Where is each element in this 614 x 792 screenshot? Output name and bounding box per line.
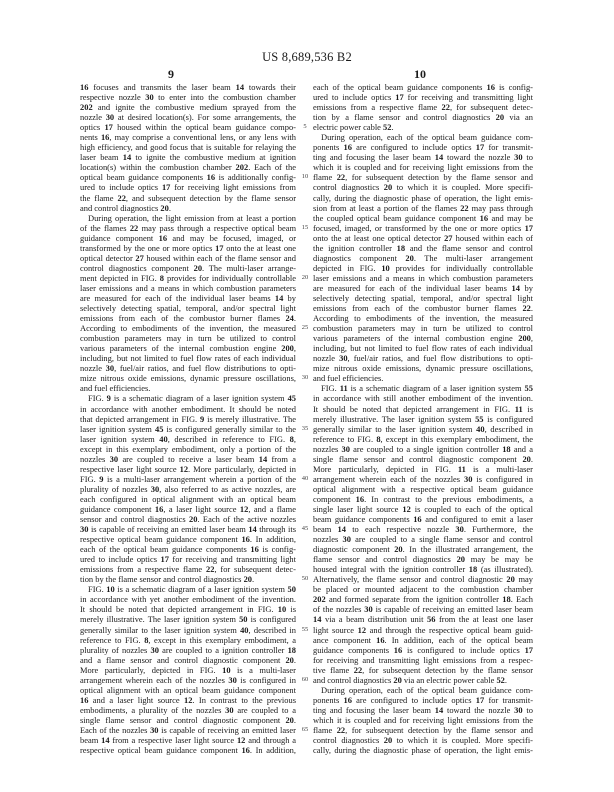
- text-line: 14 via a beam distribution unit 56 from the at least one laser: [313, 614, 534, 625]
- text-line: respective laser light source 12. More particularly, depicted in: [80, 463, 296, 474]
- text-line: ponents 16 are configured to include optics 17 for transmit-: [313, 694, 533, 705]
- text-line: sion from at least a portion of the flames 22 may pass through: [313, 202, 534, 213]
- reference-numeral: 22: [353, 664, 363, 675]
- text-column-left: [80, 82, 296, 755]
- reference-numeral: 30: [80, 524, 89, 535]
- text-line: reference to FIG. 8, except in this exemplary embodiment, the: [313, 433, 533, 444]
- reference-numeral: 50: [239, 614, 248, 625]
- text-line: depicted in FIG. 10 provides for individually controllable: [313, 262, 533, 273]
- text-line: that depicted arrangement in FIG. 9 is merely illustrative. The: [80, 413, 296, 424]
- text-line: FIG. 10 is a schematic diagram of a laser ignition system 50: [88, 584, 296, 595]
- reference-numeral: 20: [243, 574, 252, 585]
- text-line: emissions from a respective flame 22, for subsequent detec-: [313, 102, 533, 113]
- text-line: and control diagnostics 20.: [80, 202, 171, 213]
- text-line: 202 and ignite the combustive medium sprayed from the: [80, 102, 296, 113]
- text-line: control diagnostics 20 to which it is coupled. More specifi-: [313, 182, 533, 193]
- text-line: ponents 16 are configured to include optics 17 for transmit-: [313, 142, 533, 153]
- reference-numeral: 20: [383, 735, 393, 746]
- text-line: beam guidance components 16 and configured to emit a laser: [313, 514, 533, 525]
- reference-numeral: 16: [241, 534, 250, 545]
- reference-numeral: 45: [287, 393, 296, 404]
- paragraph: [80, 82, 296, 213]
- reference-numeral: 8: [376, 433, 381, 444]
- reference-numeral: 16: [241, 745, 250, 756]
- reference-numeral: 8: [289, 433, 294, 444]
- reference-numeral: 52: [383, 122, 392, 133]
- text-line: laser emissions and a means in which combustion parameters: [80, 282, 296, 293]
- reference-numeral: 30: [455, 524, 464, 535]
- text-line: Each of the nozzles 30 is capable of receiving an emitted laser: [80, 725, 296, 735]
- paragraph: [313, 685, 533, 755]
- text-line: emissions from each of the combustor burner flames 22.: [313, 303, 533, 314]
- reference-numeral: 14: [122, 152, 132, 163]
- reference-numeral: 14: [235, 82, 245, 92]
- reference-numeral: 22: [117, 192, 126, 203]
- reference-numeral: 9: [99, 473, 104, 484]
- reference-numeral: 20: [506, 574, 515, 585]
- reference-numeral: 14: [337, 524, 346, 535]
- text-line: which it is coupled and for receiving light emissions from the: [313, 714, 533, 725]
- reference-numeral: 12: [357, 624, 367, 635]
- text-line: and a flame sensor and control diagnostic component 20.: [80, 654, 296, 665]
- text-line: flame sensor and control diagnostics 20 may be may be: [313, 554, 533, 565]
- text-line: 16 and a laser light source 12. In contrast to the previous: [80, 694, 296, 705]
- text-line: emissions from a respective flame 22, for subsequent detec-: [80, 564, 296, 575]
- reference-numeral: 55: [524, 383, 533, 394]
- reference-numeral: 16: [393, 644, 403, 655]
- reference-numeral: 30: [150, 725, 159, 735]
- reference-numeral: 30: [364, 604, 373, 615]
- text-line: electric power cable 52.: [313, 122, 394, 133]
- text-line: tion by a flame sensor and control diagnostics 20 via an: [313, 112, 533, 123]
- text-line: ured to include optics 17 for receiving and transmitting light: [80, 554, 296, 565]
- reference-numeral: 30: [339, 353, 348, 364]
- text-line: respective nozzle 30 to enter into the combustion chamber: [80, 92, 296, 103]
- text-line: and fuel efficiencies.: [80, 383, 151, 394]
- text-line: including, but not limited to fuel flow rates of each individual: [80, 353, 296, 364]
- text-line: transformed by the one or more optics 17 onto the at least one: [80, 242, 296, 253]
- reference-numeral: 30: [342, 534, 351, 545]
- text-line: and fuel efficiencies.: [313, 373, 384, 384]
- reference-numeral: 30: [514, 152, 523, 163]
- text-line: merely illustrative. The laser ignition system 50 is configured: [80, 614, 296, 625]
- text-line: location(s) within the combustion chamber 202. Each of the: [80, 162, 297, 173]
- reference-numeral: 20: [383, 182, 393, 193]
- reference-numeral: 9: [106, 393, 111, 404]
- reference-numeral: 16: [250, 544, 259, 555]
- text-line: 30 is capable of receiving an emitted laser beam 14 through its: [80, 524, 296, 535]
- reference-numeral: 16: [206, 172, 216, 183]
- text-line: the ignition controller 18 and the flame sensor and control: [313, 242, 534, 253]
- reference-numeral: 14: [248, 524, 257, 535]
- reference-numeral: 17: [524, 644, 534, 655]
- reference-numeral: 202: [80, 102, 93, 113]
- text-line: According to embodiments of the invention, the measured: [80, 323, 296, 334]
- text-line: diagnostics component 20. The multi-laser arrangement: [313, 252, 533, 263]
- reference-numeral: 30: [105, 112, 115, 123]
- reference-numeral: 9: [200, 413, 205, 424]
- text-line: tive flame 22, for subsequent detection by the flame sensor: [313, 664, 533, 675]
- text-line: According to embodiments of the invention, the measured: [313, 313, 533, 324]
- text-line: including, but not limited to fuel flow rates of each individual: [313, 343, 533, 354]
- text-line: 16 focuses and transmits the laser beam 14 towards their: [80, 82, 296, 92]
- reference-numeral: 17: [475, 694, 485, 705]
- text-line: ured to include optics 17 for receiving and transmitting light: [313, 92, 533, 103]
- text-line: single flame sensor and control diagnostic component 20.: [313, 453, 533, 464]
- text-line: combustion parameters may in turn be utilized to control: [80, 333, 296, 344]
- text-line: are measured for each of the individual laser beams 14 by: [80, 292, 296, 303]
- reference-numeral: 40: [159, 433, 168, 444]
- line-number-gutter: [299, 82, 311, 755]
- text-line: each of the optical beam guidance components 16 is config-: [80, 544, 296, 555]
- line-number: 5: [303, 123, 307, 131]
- reference-numeral: 18: [287, 644, 296, 655]
- text-line: various parameters of the internal combustion engine 200,: [313, 333, 533, 344]
- reference-numeral: 20: [285, 654, 294, 665]
- reference-numeral: 14: [434, 704, 444, 715]
- reference-numeral: 17: [395, 92, 404, 103]
- line-number: 55: [301, 625, 309, 633]
- reference-numeral: 202: [313, 594, 326, 605]
- text-line: nozzles 30 are coupled to a single ignition controller 18 and a: [313, 443, 533, 454]
- text-line: ting and focusing the laser beam 14 toward the nozzle 30 to: [313, 704, 533, 715]
- text-line: nozzle 30, fuel/air ratios, and fuel flow distributions to opti-: [313, 353, 533, 364]
- text-line: FIG. 11 is a schematic diagram of a laser ignition system 55: [321, 383, 533, 394]
- reference-numeral: 30: [464, 473, 473, 484]
- text-line: single laser light source 12 is coupled to each of the optical: [313, 503, 534, 514]
- reference-numeral: 202: [235, 162, 249, 173]
- text-line: which it is coupled and for receiving light emissions from the: [313, 162, 533, 173]
- text-line: of the flames 22 may pass through a respective optical beam: [80, 222, 297, 233]
- text-line: laser ignition system 45 is configured generally similar to the: [80, 423, 296, 434]
- text-column-right: [313, 82, 533, 755]
- text-line: arrangement wherein each of the nozzles 30 is configured in: [80, 674, 296, 685]
- text-line: It should be noted that depicted arrangement in FIG. 10 is: [80, 604, 296, 615]
- paragraph: [313, 132, 533, 383]
- text-line: for receiving and transmitting light emissions from a respec-: [313, 654, 533, 665]
- text-line: nozzle 30 at desired location(s). For some arrangements, the: [80, 112, 296, 123]
- reference-numeral: 12: [179, 463, 189, 474]
- text-line: selectively detecting spatial, temporal, and/or spectral light: [80, 303, 296, 314]
- reference-numeral: 14: [258, 453, 268, 464]
- text-line: 202 and formed separate from the ignition controller 18. Each: [313, 594, 533, 605]
- text-line: sensor and control diagnostics 20. Each of the active nozzles: [80, 514, 296, 525]
- text-line: single flame sensor and control diagnostic component 20.: [80, 714, 296, 725]
- reference-numeral: 14: [274, 292, 284, 303]
- reference-numeral: 20: [193, 262, 203, 273]
- text-line: nozzles 30 are coupled to a single flame sensor and control: [313, 534, 533, 545]
- line-number: 30: [301, 374, 309, 382]
- reference-numeral: 12: [402, 503, 411, 514]
- text-line: focused, imaged, or transformed by the one or more optics 17: [313, 222, 533, 233]
- text-line: housed integral with the ignition controller 18 (as illustrated).: [313, 564, 533, 575]
- reference-numeral: 17: [104, 122, 113, 133]
- text-line: embodiments, a plurality of the nozzles 30 are coupled to a: [80, 704, 296, 715]
- reference-numeral: 16: [343, 142, 352, 153]
- reference-numeral: 52: [496, 674, 505, 685]
- line-number: 20: [301, 273, 309, 281]
- text-line: plurality of nozzles 30 are coupled to a ignition controller 18: [80, 644, 296, 655]
- text-line: of the nozzles 30 is capable of receiving an emitted laser beam: [313, 604, 534, 615]
- text-line: onto the at least one optical detector 27 housed within each of: [313, 232, 533, 243]
- reference-numeral: 8: [159, 272, 164, 283]
- text-line: in accordance with still another embodiment of the invention.: [313, 393, 533, 404]
- text-line: the flame 22, and subsequent detection by the flame sensor: [80, 192, 296, 203]
- line-number: 15: [301, 223, 309, 231]
- text-line: During operation, each of the optical beam guidance com-: [321, 132, 533, 143]
- reference-numeral: 17: [475, 142, 485, 153]
- reference-numeral: 20: [405, 252, 414, 263]
- reference-numeral: 30: [228, 674, 237, 685]
- reference-numeral: 30: [150, 644, 159, 655]
- text-line: ance component 16. In addition, each of the optical beam: [313, 634, 534, 645]
- text-line: tion by the flame sensor and control diagnostics 20.: [80, 574, 255, 585]
- text-line: laser beam 14 to ignite the combustive medium at ignition: [80, 152, 296, 163]
- reference-numeral: 22: [441, 102, 450, 113]
- reference-numeral: 16: [100, 132, 110, 143]
- text-line: beam 14 from a respective laser light source 12 and through a: [80, 735, 296, 746]
- text-line: arrangement wherein each of the nozzles 30 is configured in: [313, 473, 533, 484]
- reference-numeral: 22: [522, 303, 531, 314]
- text-line: guidance components 16 is configured to include optics 17: [313, 644, 534, 655]
- reference-numeral: 14: [434, 152, 444, 163]
- reference-numeral: 20: [189, 514, 198, 525]
- text-line: combustion parameters may in turn be utilized to control: [313, 323, 533, 334]
- text-line: guidance component 16 and may be focused, imaged, or: [80, 232, 296, 243]
- text-line: high efficiency, and good focus that is suitable for relaying the: [80, 142, 296, 153]
- text-line: except in this exemplary embodiment, only a portion of the: [80, 443, 296, 454]
- reference-numeral: 18: [396, 242, 406, 253]
- line-number: 25: [301, 324, 309, 332]
- reference-numeral: 27: [444, 232, 453, 243]
- reference-numeral: 30: [109, 453, 119, 464]
- text-line: various parameters of the internal combustion engine 200,: [80, 343, 296, 354]
- line-number: 40: [301, 474, 309, 482]
- paragraph: [313, 383, 533, 684]
- reference-numeral: 16: [376, 634, 385, 645]
- text-line: FIG. 9 is a schematic diagram of a laser ignition system 45: [88, 393, 296, 404]
- text-line: mize nitrous oxide emissions, dynamic pressure oscillations,: [313, 363, 533, 374]
- text-line: Alternatively, the flame sensor and control diagnostic 20 may: [313, 574, 533, 585]
- text-line: in accordance with another embodiment. It should be noted: [80, 403, 296, 414]
- paragraph: [80, 213, 296, 394]
- text-line: beam 14 to each respective nozzle 30. Furthermore, the: [313, 524, 534, 535]
- text-line: It should be noted that depicted arrangement in FIG. 11 is: [313, 403, 533, 414]
- text-line: the coupled optical beam guidance component 16 and may be: [313, 212, 533, 223]
- text-line: plurality of nozzles 30, also referred to as active nozzles, are: [80, 483, 296, 494]
- line-number: 35: [301, 424, 309, 432]
- reference-numeral: 24: [285, 313, 294, 324]
- text-line: During operation, each of the optical beam guidance com-: [321, 684, 533, 695]
- text-line: respective optical beam guidance component 16. In addition,: [80, 534, 296, 545]
- line-number: 50: [301, 575, 309, 583]
- text-line: ment depicted in FIG. 8 provides for individually controllable: [80, 272, 296, 283]
- text-line: in accordance with yet another embodiment of the invention.: [80, 594, 296, 605]
- reference-numeral: 10: [277, 604, 287, 615]
- text-line: reference to FIG. 8, except in this exemplary embodiment, a: [80, 634, 296, 645]
- text-line: nents 16, may comprise a conventional lens, or any lens with: [80, 132, 296, 143]
- reference-numeral: 10: [381, 262, 390, 273]
- text-line: laser emissions and a means in which combustion parameters: [313, 272, 533, 283]
- text-line: control diagnostics 20 to which it is coupled. More specifi-: [313, 735, 533, 746]
- reference-numeral: 30: [341, 443, 350, 454]
- text-line: flame 22, for subsequent detection by the flame sensor and: [313, 725, 533, 735]
- reference-numeral: 16: [479, 212, 489, 223]
- reference-numeral: 30: [225, 704, 234, 715]
- reference-numeral: 18: [502, 443, 511, 454]
- text-line: optical alignment with a respective optical beam guidance: [313, 483, 533, 494]
- text-line: ured to include optics 17 for receiving light emissions from: [80, 182, 296, 193]
- reference-numeral: 18: [502, 594, 511, 605]
- reference-numeral: 17: [160, 554, 169, 565]
- text-line: respective optical beam guidance component 16. In addition,: [80, 745, 296, 756]
- line-number: 60: [301, 675, 309, 683]
- text-line: optical alignment with an optical beam guidance component: [80, 684, 296, 695]
- text-line: More particularly, depicted in FIG. 11 is a multi-laser: [313, 463, 533, 474]
- reference-numeral: 20: [394, 544, 403, 555]
- reference-numeral: 10: [222, 664, 231, 675]
- text-line: mize nitrous oxide emissions, dynamic pressure oscillations,: [80, 373, 296, 384]
- reference-numeral: 11: [339, 383, 348, 394]
- text-line: are measured for each of the individual laser beams 14 by: [313, 282, 533, 293]
- reference-numeral: 16: [413, 514, 422, 525]
- reference-numeral: 16: [355, 493, 365, 504]
- reference-numeral: 200: [281, 343, 294, 354]
- text-line: flame 22, for subsequent detection by the flame sensor and: [313, 172, 533, 183]
- reference-numeral: 16: [154, 503, 164, 514]
- reference-numeral: 17: [215, 242, 224, 253]
- reference-numeral: 16: [158, 232, 168, 243]
- text-line: cally, during the diagnostic phase of operation, the light emis-: [313, 192, 533, 203]
- text-line: FIG. 9 is a multi-laser arrangement wherein a portion of the: [80, 473, 296, 484]
- patent-number-header: US 8,689,536 B2: [262, 50, 352, 64]
- text-line: cally, during the diagnostic phase of operation, the light emis-: [313, 745, 533, 756]
- reference-numeral: 22: [206, 564, 215, 575]
- reference-numeral: 17: [524, 222, 533, 233]
- page-number-left: 9: [168, 67, 174, 81]
- text-line: ting and focusing the laser beam 14 toward the nozzle 30 to: [313, 152, 533, 163]
- reference-numeral: 18: [468, 564, 478, 575]
- text-line: be placed or mounted adjacent to the combustion chamber: [313, 584, 533, 595]
- reference-numeral: 14: [313, 614, 322, 625]
- text-line: component 16. In contrast to the previous embodiments, a: [313, 493, 534, 504]
- text-line: each of the optical beam guidance components 16 is config-: [313, 82, 533, 92]
- reference-numeral: 8: [144, 634, 149, 645]
- reference-numeral: 30: [145, 92, 154, 103]
- reference-numeral: 16: [80, 82, 89, 92]
- reference-numeral: 22: [336, 725, 346, 735]
- text-line: each configured in optical alignment with an optical beam: [80, 493, 296, 504]
- reference-numeral: 12: [236, 735, 246, 746]
- text-line: guidance component 16, a laser light source 12, and a flame: [80, 503, 296, 514]
- reference-numeral: 40: [476, 423, 485, 434]
- reference-numeral: 10: [106, 584, 115, 595]
- reference-numeral: 20: [393, 674, 402, 685]
- page-number-right: 10: [414, 67, 426, 81]
- text-line: diagnostic component 20. In the illustrated arrangement, the: [313, 544, 533, 555]
- text-line: generally similar to the laser ignition system 40, described in: [313, 423, 533, 434]
- reference-numeral: 20: [495, 112, 505, 123]
- text-line: generally similar to the laser ignition system 40, described in: [80, 624, 296, 635]
- reference-numeral: 16: [343, 694, 352, 705]
- text-line: laser ignition system 40, described in reference to FIG. 8,: [80, 433, 296, 444]
- reference-numeral: 20: [522, 453, 531, 464]
- text-line: control diagnostics component 20. The multi-laser arrange-: [80, 262, 296, 273]
- reference-numeral: 14: [511, 282, 520, 293]
- reference-numeral: 11: [457, 463, 466, 474]
- text-line: optics 17 housed within the optical beam guidance compo-: [80, 122, 296, 133]
- text-line: selectively detecting spatial, temporal, and/or spectral light: [313, 292, 533, 303]
- reference-numeral: 45: [154, 423, 164, 434]
- reference-numeral: 17: [161, 182, 171, 193]
- reference-numeral: 16: [486, 82, 495, 92]
- paragraph: [313, 82, 533, 132]
- reference-numeral: 20: [160, 202, 169, 213]
- reference-numeral: 30: [150, 483, 160, 494]
- text-line: emissions from each of the combustor burner flames 24.: [80, 313, 296, 324]
- text-line: and control diagnostics 20 via an electric power cable 52.: [313, 674, 507, 685]
- reference-numeral: 20: [456, 554, 466, 565]
- reference-numeral: 27: [135, 252, 144, 263]
- reference-numeral: 55: [475, 413, 484, 424]
- line-number: 45: [301, 525, 309, 533]
- text-line: merely illustrative. The laser ignition system 55 is configured: [313, 413, 533, 424]
- reference-numeral: 22: [129, 222, 139, 233]
- reference-numeral: 20: [285, 714, 294, 725]
- text-line: optical detector 27 housed within each of the flame sensor and: [80, 252, 296, 263]
- paragraph: [80, 584, 296, 755]
- text-line: light source 12 and through the respective optical beam guid-: [313, 624, 533, 635]
- reference-numeral: 40: [240, 624, 249, 635]
- paragraph: [80, 393, 296, 584]
- text-line: nozzle 30, fuel/air ratios, and fuel flow distributions to opti-: [80, 363, 296, 374]
- reference-numeral: 12: [183, 694, 193, 705]
- text-line: More particularly, depicted in FIG. 10 is a multi-laser: [80, 664, 296, 675]
- text-line: optical beam guidance components 16 is additionally config-: [80, 172, 296, 183]
- reference-numeral: 14: [101, 735, 110, 746]
- reference-numeral: 200: [518, 333, 531, 344]
- line-number: 10: [301, 173, 309, 181]
- reference-numeral: 30: [105, 363, 115, 374]
- text-line: nozzles 30 are coupled to receive a laser beam 14 from a: [80, 453, 296, 464]
- reference-numeral: 22: [336, 172, 346, 183]
- reference-numeral: 22: [460, 202, 469, 213]
- reference-numeral: 30: [514, 704, 523, 715]
- reference-numeral: 16: [80, 694, 89, 705]
- line-number: 65: [301, 726, 309, 733]
- reference-numeral: 11: [514, 403, 523, 414]
- text-line: During operation, the light emission from at least a portion: [88, 212, 296, 223]
- reference-numeral: 12: [239, 503, 249, 514]
- reference-numeral: 50: [287, 584, 296, 595]
- reference-numeral: 56: [427, 614, 436, 625]
